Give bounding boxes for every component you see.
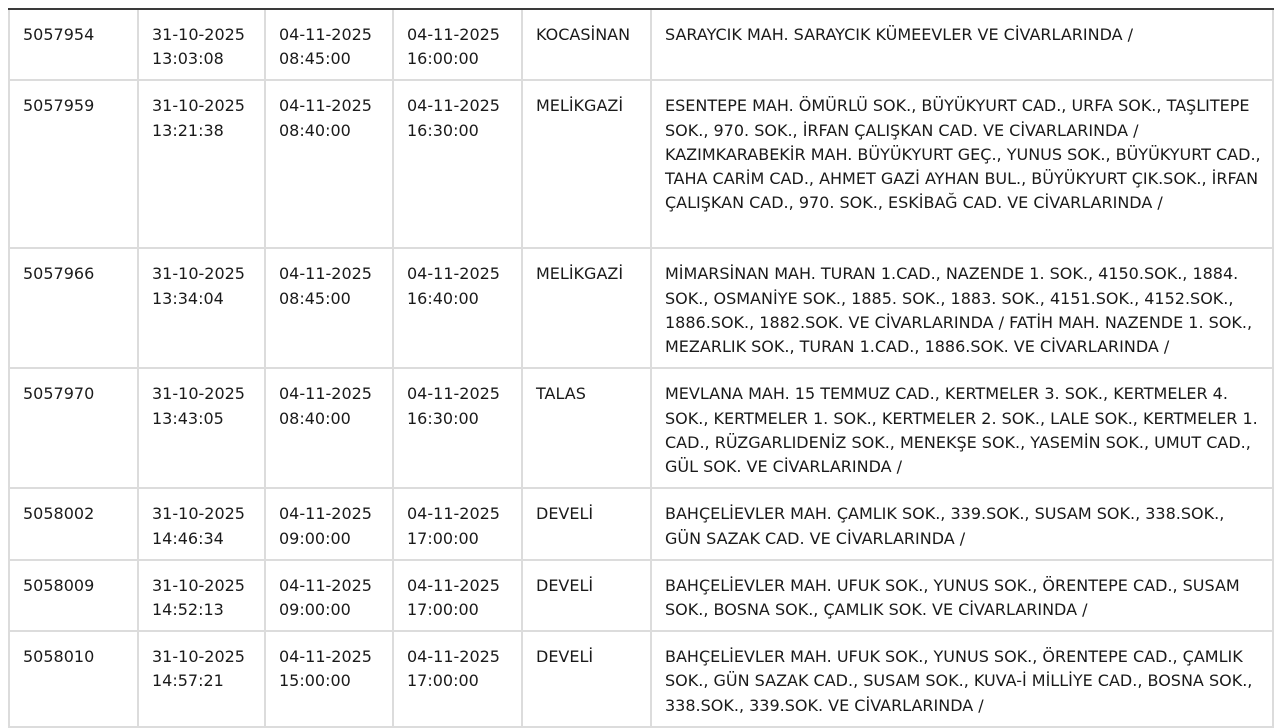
district-cell: TALAS (521, 369, 650, 489)
created-date: 31-10-2025 (152, 264, 245, 284)
end-datetime-cell (392, 10, 521, 81)
created-time: 13:34:04 (152, 288, 224, 308)
created-date: 31-10-2025 (152, 504, 245, 524)
created-time: 14:57:21 (152, 671, 224, 691)
outage-table (8, 8, 1274, 728)
address-cell: BAHÇELİEVLER MAH. UFUK SOK., YUNUS SOK., ÖRENTEPE CAD., ÇAMLIK SOK., GÜN SAZAK CAD., SUSAM SOK., KUVA-İ MİLLİYE CAD., BOSNA SOK., 338.SOK., 339.SOK. VE CİVARLARINDA / (650, 632, 1274, 728)
end-datetime-cell (392, 489, 521, 560)
start-time: 08:45:00 (279, 288, 351, 308)
outage-id-cell: 5057970 (8, 369, 137, 489)
start-date: 04-11-2025 (279, 647, 372, 667)
created-time: 14:46:34 (152, 528, 224, 548)
start-time: 08:40:00 (279, 120, 351, 140)
end-time: 17:00:00 (407, 528, 479, 548)
outage-id-cell: 5058010 (8, 632, 137, 728)
table-row (8, 561, 1274, 632)
start-date: 04-11-2025 (279, 264, 372, 284)
end-date: 04-11-2025 (407, 575, 500, 595)
start-date: 04-11-2025 (279, 384, 372, 404)
outage-id-cell: 5057954 (8, 10, 137, 81)
district-cell: DEVELİ (521, 561, 650, 632)
created-datetime-cell (137, 369, 264, 489)
created-date: 31-10-2025 (152, 25, 245, 44)
created-time: 14:52:13 (152, 600, 224, 620)
start-date: 04-11-2025 (279, 96, 372, 116)
created-datetime-cell (137, 81, 264, 249)
start-date: 04-11-2025 (279, 504, 372, 524)
end-time: 16:30:00 (407, 120, 479, 140)
created-date: 31-10-2025 (152, 384, 245, 404)
end-datetime-cell (392, 249, 521, 369)
end-date: 04-11-2025 (407, 647, 500, 667)
end-date: 04-11-2025 (407, 504, 500, 524)
address-cell: BAHÇELİEVLER MAH. UFUK SOK., YUNUS SOK., ÖRENTEPE CAD., SUSAM SOK., BOSNA SOK., ÇAMLIK SOK. VE CİVARLARINDA / (650, 561, 1274, 632)
start-time: 15:00:00 (279, 671, 351, 691)
start-datetime-cell (264, 632, 392, 728)
created-datetime-cell (137, 249, 264, 369)
end-datetime-cell (392, 632, 521, 728)
table-row (8, 81, 1274, 249)
created-datetime-cell (137, 561, 264, 632)
table-row (8, 632, 1274, 728)
start-datetime-cell (264, 369, 392, 489)
end-time: 17:00:00 (407, 600, 479, 620)
address-cell: ESENTEPE MAH. ÖMÜRLÜ SOK., BÜYÜKYURT CAD., URFA SOK., TAŞLITEPE SOK., 970. SOK., İRFAN ÇALIŞKAN CAD. VE CİVARLARINDA / KAZIMKARABEKİR MAH. BÜYÜKYURT GEÇ., YUNUS SOK., BÜYÜKYURT CAD., TAHA CARİM CAD., AHMET GAZİ AYHAN BUL., BÜYÜKYURT ÇIK.SOK., İRFAN ÇALIŞKAN CAD., 970. SOK., ESKİBAĞ CAD. VE CİVARLARINDA / (650, 81, 1274, 249)
created-time: 13:21:38 (152, 120, 224, 140)
start-date: 04-11-2025 (279, 25, 372, 44)
address-cell: MEVLANA MAH. 15 TEMMUZ CAD., KERTMELER 3. SOK., KERTMELER 4. SOK., KERTMELER 1. SOK., KERTMELER 2. SOK., LALE SOK., KERTMELER 1. CAD., RÜZGARLIDENİZ SOK., MENEKŞE SOK., YASEMİN SOK., UMUT CAD., GÜL SOK. VE CİVARLARINDA / (650, 369, 1274, 489)
created-datetime-cell (137, 632, 264, 728)
end-date: 04-11-2025 (407, 384, 500, 404)
created-time: 13:03:08 (152, 49, 224, 69)
end-date: 04-11-2025 (407, 264, 500, 284)
end-datetime-cell (392, 369, 521, 489)
start-date: 04-11-2025 (279, 575, 372, 595)
created-date: 31-10-2025 (152, 575, 245, 595)
end-date: 04-11-2025 (407, 96, 500, 116)
district-cell: MELİKGAZİ (521, 249, 650, 369)
start-time: 08:40:00 (279, 408, 351, 428)
created-datetime-cell (137, 10, 264, 81)
start-time: 09:00:00 (279, 528, 351, 548)
created-datetime-cell (137, 489, 264, 560)
district-cell: MELİKGAZİ (521, 81, 650, 249)
start-datetime-cell (264, 81, 392, 249)
end-date: 04-11-2025 (407, 25, 500, 44)
end-datetime-cell (392, 561, 521, 632)
start-datetime-cell (264, 489, 392, 560)
end-time: 16:30:00 (407, 408, 479, 428)
start-datetime-cell (264, 10, 392, 81)
end-time: 16:40:00 (407, 288, 479, 308)
start-time: 08:45:00 (279, 49, 351, 69)
end-datetime-cell (392, 81, 521, 249)
district-cell: DEVELİ (521, 489, 650, 560)
end-time: 17:00:00 (407, 671, 479, 691)
address-cell: BAHÇELİEVLER MAH. ÇAMLIK SOK., 339.SOK., SUSAM SOK., 338.SOK., GÜN SAZAK CAD. VE CİVARLARINDA / (650, 489, 1274, 560)
start-time: 09:00:00 (279, 600, 351, 620)
table-row (8, 489, 1274, 560)
start-datetime-cell (264, 561, 392, 632)
created-date: 31-10-2025 (152, 96, 245, 116)
start-datetime-cell (264, 249, 392, 369)
outage-id-cell: 5057959 (8, 81, 137, 249)
outage-id-cell: 5057966 (8, 249, 137, 369)
district-cell: KOCASİNAN (521, 10, 650, 81)
address-cell: MİMARSİNAN MAH. TURAN 1.CAD., NAZENDE 1. SOK., 4150.SOK., 1884. SOK., OSMANİYE SOK., 1885. SOK., 1883. SOK., 4151.SOK., 4152.SOK., 1886.SOK., 1882.SOK. VE CİVARLARINDA / FATİH MAH. NAZENDE 1. SOK., MEZARLIK SOK., TURAN 1.CAD., 1886.SOK. VE CİVARLARINDA / (650, 249, 1274, 369)
table-row (8, 369, 1274, 489)
outage-id-cell: 5058009 (8, 561, 137, 632)
district-cell: DEVELİ (521, 632, 650, 728)
outage-id-cell: 5058002 (8, 489, 137, 560)
address-cell: SARAYCIK MAH. SARAYCIK KÜMEEVLER VE CİVARLARINDA / (650, 10, 1274, 81)
table-row (8, 249, 1274, 369)
created-date: 31-10-2025 (152, 647, 245, 667)
table-row (8, 10, 1274, 81)
created-time: 13:43:05 (152, 408, 224, 428)
end-time: 16:00:00 (407, 49, 479, 69)
